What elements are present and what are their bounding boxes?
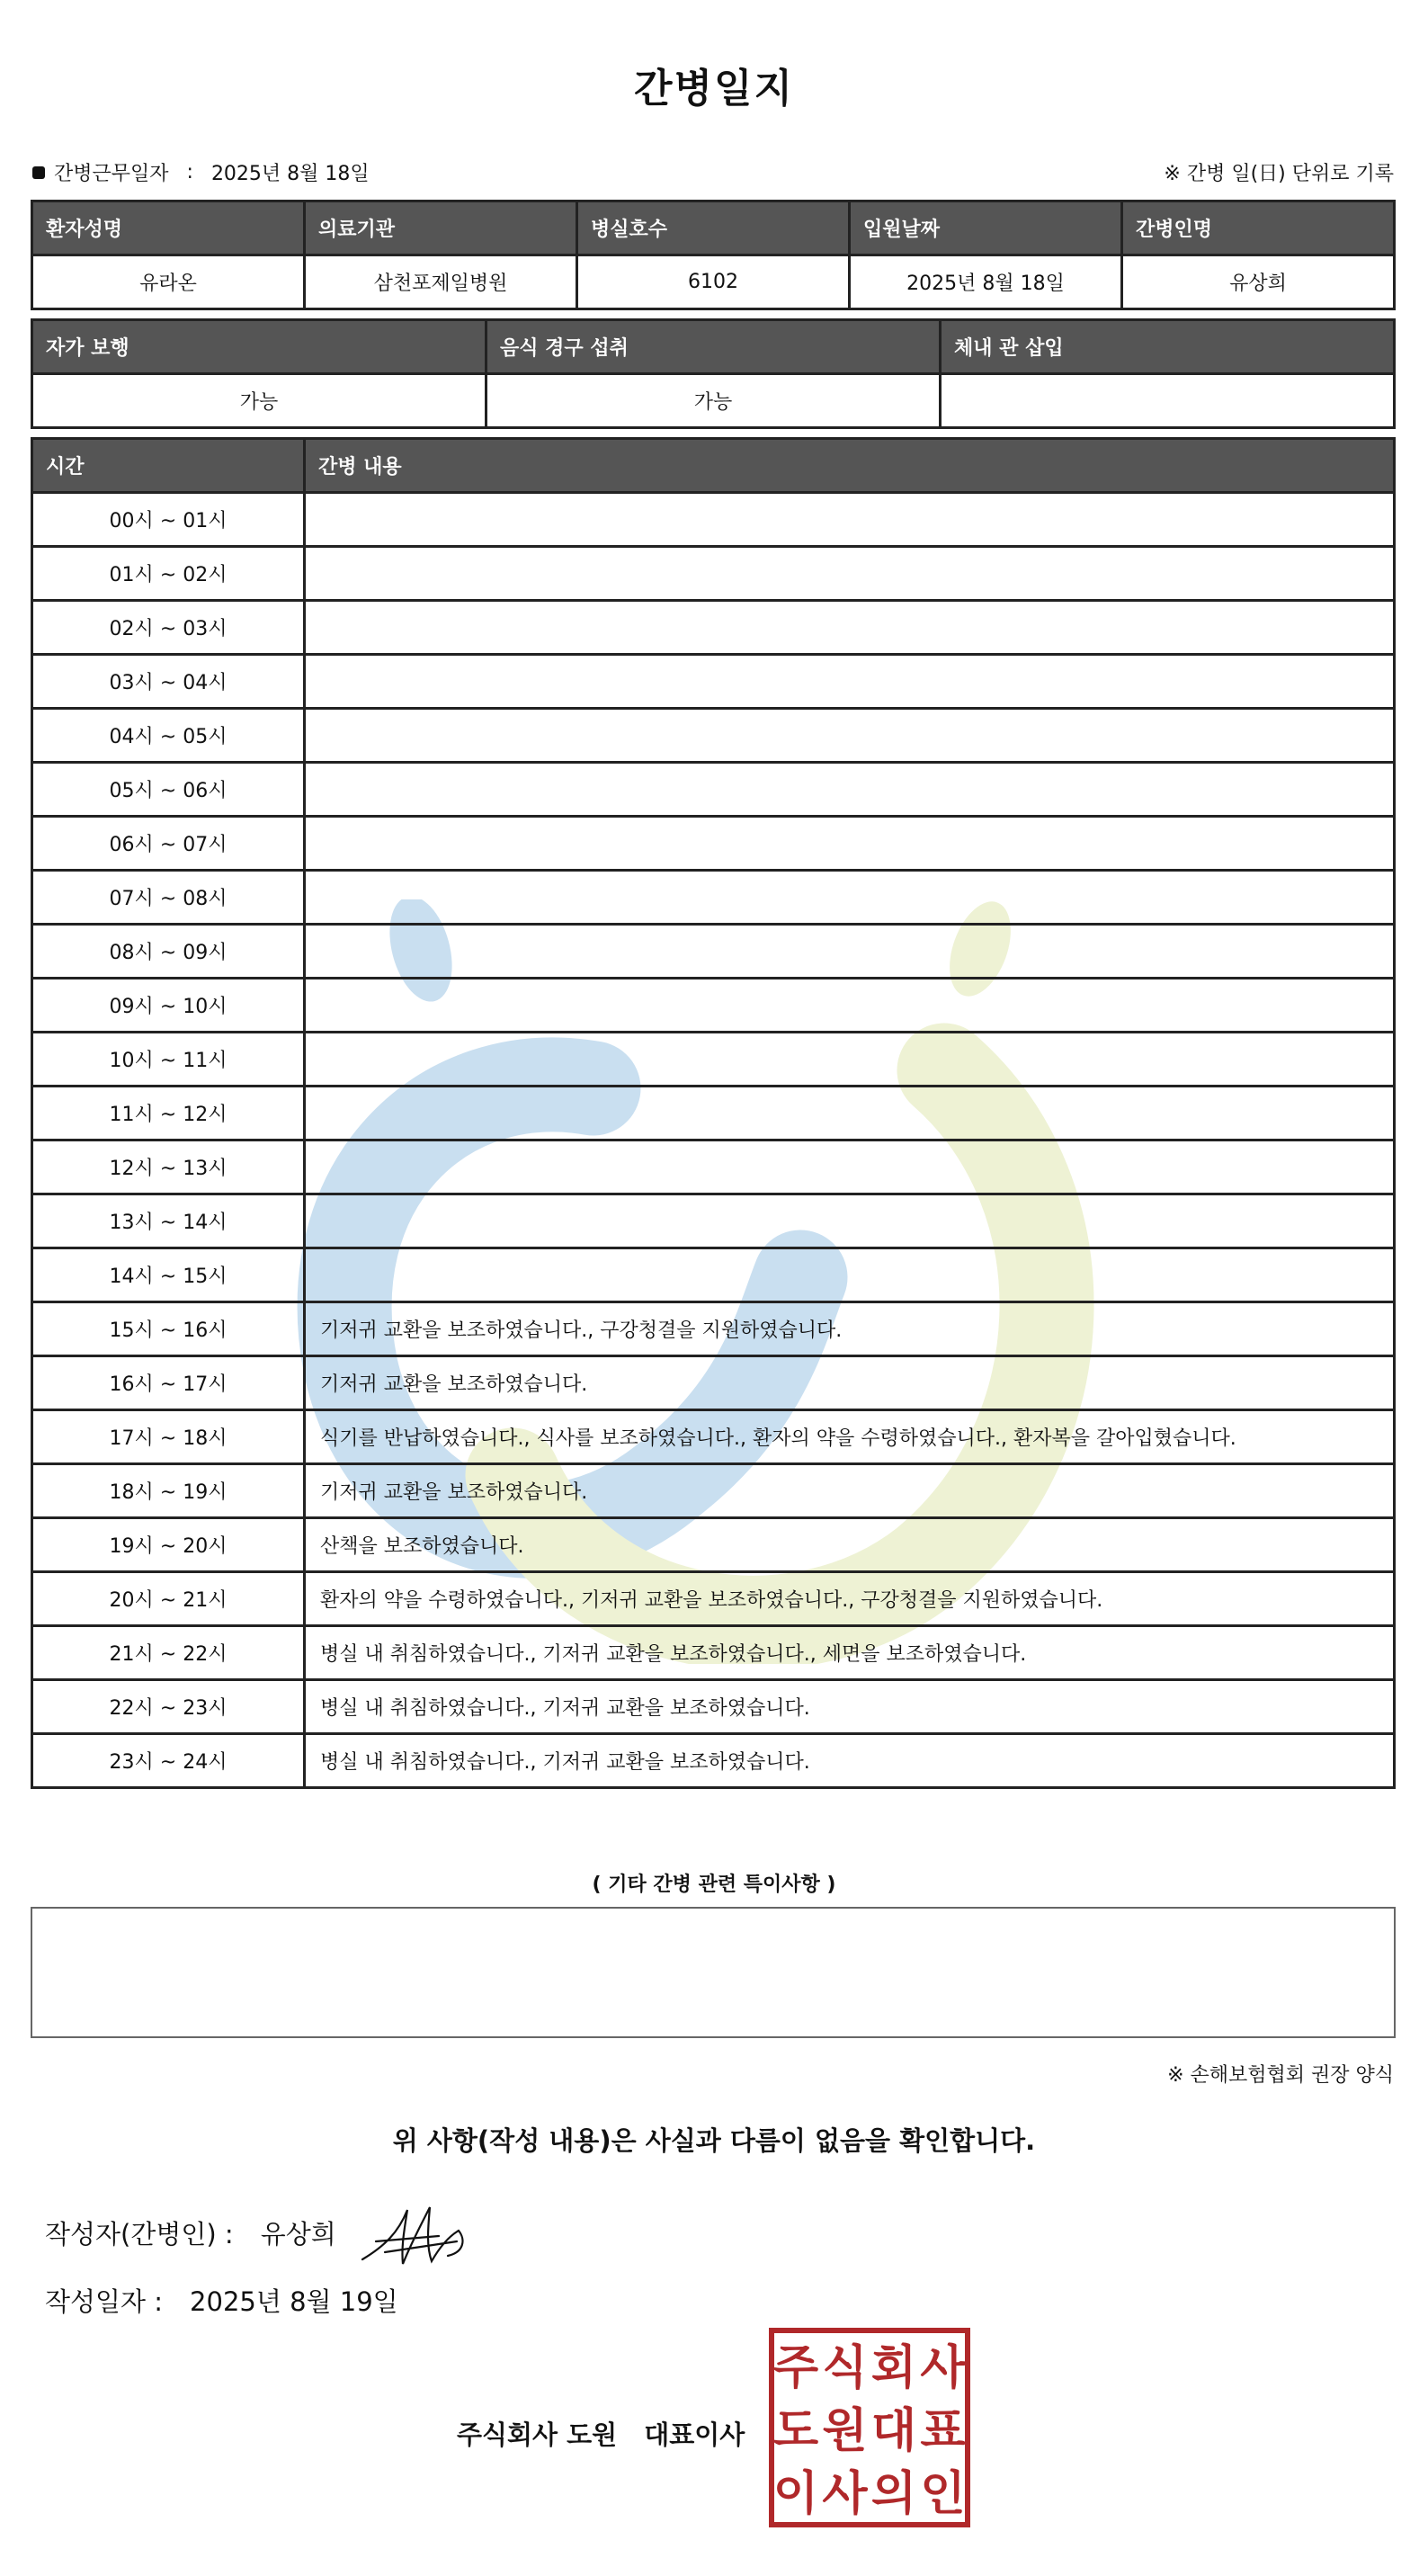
seal-character: 사 bbox=[920, 2341, 966, 2395]
log-time: 13시 ~ 14시 bbox=[32, 1194, 305, 1248]
form-footnote: ※ 손해보험협회 권장 양식 bbox=[1167, 2064, 1394, 2087]
log-row bbox=[32, 979, 1395, 1033]
log-time: 18시 ~ 19시 bbox=[32, 1464, 305, 1518]
log-row bbox=[32, 709, 1395, 763]
log-row bbox=[32, 547, 1395, 601]
room-number: 6102 bbox=[577, 255, 850, 309]
patient-info-table bbox=[31, 200, 1396, 310]
seal-character: 인 bbox=[920, 2467, 966, 2521]
log-row bbox=[32, 1302, 1395, 1356]
log-time: 10시 ~ 11시 bbox=[32, 1033, 305, 1087]
log-time: 16시 ~ 17시 bbox=[32, 1356, 305, 1410]
log-time: 06시 ~ 07시 bbox=[32, 817, 305, 871]
work-date-separator: : bbox=[186, 161, 193, 183]
log-content: 기저귀 교환을 보조하였습니다., 구강청결을 지원하였습니다. bbox=[305, 1302, 1395, 1356]
log-header-content: 간병 내용 bbox=[305, 439, 1395, 493]
seal-character: 도 bbox=[772, 2404, 819, 2458]
log-time: 08시 ~ 09시 bbox=[32, 925, 305, 979]
log-time: 23시 ~ 24시 bbox=[32, 1734, 305, 1788]
log-content bbox=[305, 601, 1395, 655]
caregiver-name: 유상희 bbox=[1122, 255, 1395, 309]
log-time: 04시 ~ 05시 bbox=[32, 709, 305, 763]
log-content: 병실 내 취침하였습니다., 기저귀 교환을 보조하였습니다. bbox=[305, 1734, 1395, 1788]
log-content bbox=[305, 1033, 1395, 1087]
walking-status: 가능 bbox=[32, 374, 486, 428]
log-content bbox=[305, 655, 1395, 709]
seal-character: 사 bbox=[822, 2467, 868, 2521]
notes-title: ( 기타 간병 관련 특이사항 ) bbox=[592, 1874, 836, 1896]
log-row bbox=[32, 1194, 1395, 1248]
log-time: 02시 ~ 03시 bbox=[32, 601, 305, 655]
log-time: 19시 ~ 20시 bbox=[32, 1518, 305, 1572]
date-label: 작성일자 : bbox=[45, 2286, 164, 2317]
log-content bbox=[305, 925, 1395, 979]
record-unit-note: ※ 간병 일(日) 단위로 기록 bbox=[1164, 163, 1394, 185]
log-content bbox=[305, 1087, 1395, 1140]
work-date-value: 2025년 8월 18일 bbox=[210, 163, 370, 185]
log-content: 환자의 약을 수령하였습니다., 기저귀 교환을 보조하였습니다., 구강청결을 지원하였습니다. bbox=[305, 1572, 1395, 1626]
log-row bbox=[32, 1410, 1395, 1464]
company-line bbox=[457, 2415, 745, 2452]
bullet-icon bbox=[32, 166, 45, 179]
patient-name: 유라온 bbox=[32, 255, 305, 309]
log-content bbox=[305, 871, 1395, 925]
seal-character: 식 bbox=[822, 2341, 868, 2395]
log-time: 07시 ~ 08시 bbox=[32, 871, 305, 925]
patient-status-table bbox=[31, 318, 1396, 429]
log-header-time: 시간 bbox=[32, 439, 305, 493]
log-time: 14시 ~ 15시 bbox=[32, 1248, 305, 1302]
seal-character: 표 bbox=[920, 2404, 966, 2458]
log-row bbox=[32, 1248, 1395, 1302]
log-content: 기저귀 교환을 보조하였습니다. bbox=[305, 1356, 1395, 1410]
log-time: 17시 ~ 18시 bbox=[32, 1410, 305, 1464]
info-header: 입원날짜 bbox=[850, 201, 1122, 255]
log-time: 05시 ~ 06시 bbox=[32, 763, 305, 817]
writer-label: 작성자(간병인) : bbox=[45, 2219, 234, 2250]
log-time: 03시 ~ 04시 bbox=[32, 655, 305, 709]
log-content bbox=[305, 709, 1395, 763]
status-header: 자가 보행 bbox=[32, 320, 486, 374]
company-name: 주식회사 도원 bbox=[457, 2419, 618, 2450]
seal-character: 의 bbox=[870, 2467, 917, 2521]
date-value: 2025년 8월 19일 bbox=[190, 2286, 398, 2317]
log-content: 산책을 보조하였습니다. bbox=[305, 1518, 1395, 1572]
log-content bbox=[305, 1194, 1395, 1248]
company-role: 대표이사 bbox=[644, 2419, 745, 2450]
work-date-label: 간병근무일자 bbox=[54, 163, 169, 185]
log-content bbox=[305, 763, 1395, 817]
log-content bbox=[305, 547, 1395, 601]
info-header: 간병인명 bbox=[1122, 201, 1395, 255]
signature-image bbox=[358, 2196, 475, 2277]
log-content: 식기를 반납하였습니다., 식사를 보조하였습니다., 환자의 약을 수령하였습니다., 환자복을 갈아입혔습니다. bbox=[305, 1410, 1395, 1464]
work-date bbox=[32, 158, 370, 186]
page-title: 간병일지 bbox=[633, 66, 794, 112]
info-header: 의료기관 bbox=[305, 201, 577, 255]
seal-character: 주 bbox=[772, 2341, 819, 2395]
care-log-table bbox=[31, 437, 1396, 1789]
log-row bbox=[32, 817, 1395, 871]
seal-character: 이 bbox=[772, 2467, 819, 2521]
log-time: 12시 ~ 13시 bbox=[32, 1140, 305, 1194]
company-seal bbox=[769, 2328, 970, 2527]
log-row bbox=[32, 925, 1395, 979]
log-time: 11시 ~ 12시 bbox=[32, 1087, 305, 1140]
log-row bbox=[32, 1680, 1395, 1734]
notes-box bbox=[31, 1907, 1396, 2038]
oral-intake-status: 가능 bbox=[486, 374, 941, 428]
log-row bbox=[32, 601, 1395, 655]
log-row bbox=[32, 1464, 1395, 1518]
tube-status bbox=[941, 374, 1395, 428]
log-row bbox=[32, 1087, 1395, 1140]
written-date-line bbox=[45, 2282, 398, 2319]
log-content bbox=[305, 817, 1395, 871]
log-row bbox=[32, 1356, 1395, 1410]
info-header: 병실호수 bbox=[577, 201, 850, 255]
status-header: 음식 경구 섭취 bbox=[486, 320, 941, 374]
log-time: 20시 ~ 21시 bbox=[32, 1572, 305, 1626]
log-time: 09시 ~ 10시 bbox=[32, 979, 305, 1033]
log-content: 병실 내 취침하였습니다., 기저귀 교환을 보조하였습니다., 세면을 보조하였습니다. bbox=[305, 1626, 1395, 1680]
log-content bbox=[305, 979, 1395, 1033]
log-content bbox=[305, 1248, 1395, 1302]
status-header: 체내 관 삽입 bbox=[941, 320, 1395, 374]
log-content: 병실 내 취침하였습니다., 기저귀 교환을 보조하였습니다. bbox=[305, 1680, 1395, 1734]
log-content bbox=[305, 1140, 1395, 1194]
hospital-name: 삼천포제일병원 bbox=[305, 255, 577, 309]
log-row bbox=[32, 1734, 1395, 1788]
log-row bbox=[32, 1140, 1395, 1194]
seal-character: 회 bbox=[870, 2341, 917, 2395]
admission-date: 2025년 8월 18일 bbox=[850, 255, 1122, 309]
writer-name: 유상희 bbox=[260, 2219, 336, 2250]
log-row bbox=[32, 1518, 1395, 1572]
log-time: 22시 ~ 23시 bbox=[32, 1680, 305, 1734]
log-time: 21시 ~ 22시 bbox=[32, 1626, 305, 1680]
log-time: 01시 ~ 02시 bbox=[32, 547, 305, 601]
log-content bbox=[305, 493, 1395, 547]
log-time: 00시 ~ 01시 bbox=[32, 493, 305, 547]
log-time: 15시 ~ 16시 bbox=[32, 1302, 305, 1356]
log-content: 기저귀 교환을 보조하였습니다. bbox=[305, 1464, 1395, 1518]
log-row bbox=[32, 1626, 1395, 1680]
seal-character: 대 bbox=[870, 2404, 917, 2458]
info-header: 환자성명 bbox=[32, 201, 305, 255]
log-row bbox=[32, 655, 1395, 709]
log-row bbox=[32, 1033, 1395, 1087]
log-row bbox=[32, 1572, 1395, 1626]
log-row bbox=[32, 493, 1395, 547]
writer-line bbox=[45, 2214, 336, 2251]
log-row bbox=[32, 871, 1395, 925]
confirmation-statement: 위 사항(작성 내용)은 사실과 다름이 없음을 확인합니다. bbox=[392, 2125, 1036, 2156]
seal-character: 원 bbox=[822, 2404, 868, 2458]
log-row bbox=[32, 763, 1395, 817]
